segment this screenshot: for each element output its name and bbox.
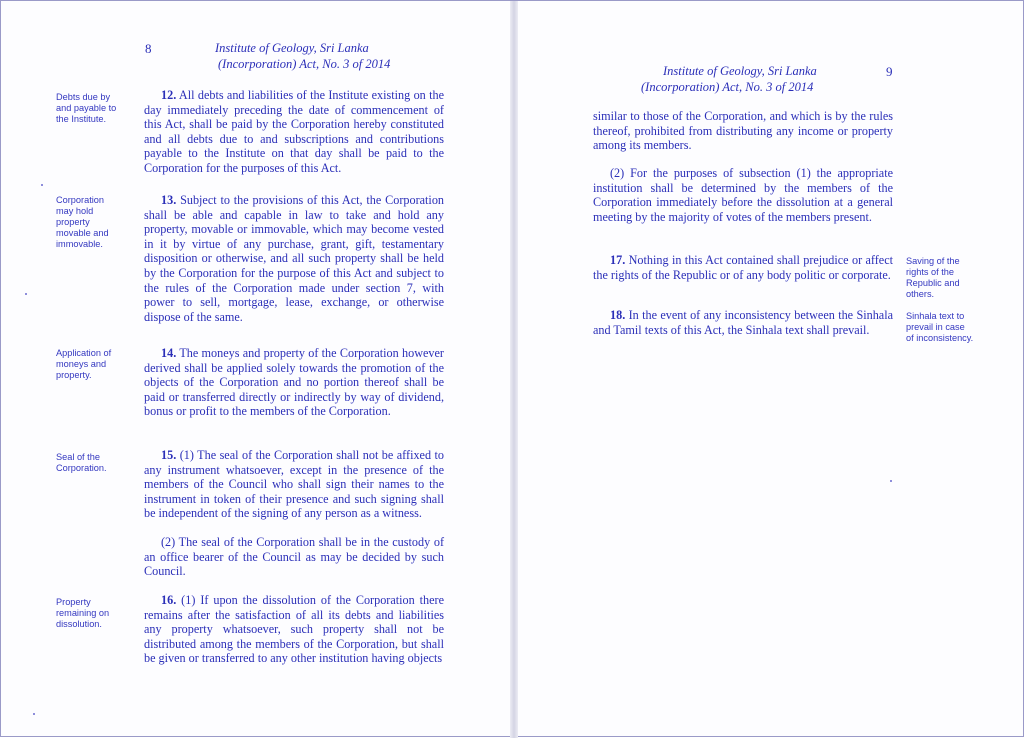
section-number: 17.: [610, 253, 626, 267]
scan-speck: [890, 480, 892, 482]
section-text: Nothing in this Act contained shall prejudice or affect the rights of the Republic or of any body politic or corporate.: [593, 253, 894, 282]
section-15-1: [144, 448, 444, 521]
left-header-line2: (Incorporation) Act, No. 3 of 2014: [218, 57, 391, 71]
left-header-line1: Institute of Geology, Sri Lanka: [215, 41, 369, 55]
margin-note-seal: Seal of the Corporation.: [56, 452, 107, 473]
right-header-line2: (Incorporation) Act, No. 3 of 2014: [641, 80, 814, 94]
margin-note-saving: Saving of the rights of the Republic and others.: [906, 256, 960, 299]
section-16-1-cont: [593, 109, 893, 153]
margin-note-property: Corporation may hold property movable and immovable.: [56, 195, 109, 249]
page-number-left: 8: [145, 41, 152, 56]
section-text: In the event of any inconsistency between the Sinhala and Tamil texts of this Act, the Sinhala text shall prevail.: [593, 308, 894, 337]
margin-note-application: Application of moneys and property.: [56, 348, 112, 380]
margin-note-sinhala: Sinhala text to prevail in case of inconsistency.: [906, 311, 974, 343]
section-13: [144, 193, 444, 324]
section-text: similar to those of the Corporation, and which is by the rules thereof, prohibited from distributing any income or property among its members.: [593, 109, 893, 153]
margin-note-debts: Debts due by and payable to the Institute.: [56, 92, 117, 124]
section-number: 16.: [161, 593, 177, 607]
page-number-right: 9: [886, 64, 893, 79]
section-text: (1) If upon the dissolution of the Corporation there remains after the satisfaction of all its debts and liabilities any property whatsoever, such property shall not be distributed among the members of the Corporation, but shall be given or transferred to any other institution having objects: [144, 593, 445, 666]
section-text: (2) The seal of the Corporation shall be in the custody of an office bearer of the Council as may be decided by such Council.: [144, 535, 444, 579]
scan-speck: [25, 293, 27, 295]
section-number: 15.: [161, 448, 177, 462]
section-number: 14.: [161, 346, 177, 360]
margin-note-dissolution: Property remaining on dissolution.: [56, 597, 110, 629]
right-header-line1: Institute of Geology, Sri Lanka: [663, 64, 817, 78]
section-text: (2) For the purposes of subsection (1) the appropriate institution shall be determined by the members of the Corporation immediately before the dissolution at a general meeting by the majority of votes of the members present.: [593, 166, 893, 224]
section-17: [593, 253, 893, 282]
left-page: [1, 1, 514, 738]
section-12: [144, 88, 444, 176]
section-text: (1) The seal of the Corporation shall not be affixed to any instrument whatsoever, except in the presence of the members of the Council who shall sign their names to the instrument in token of their presence and such signing shall be independent of the signing of any person as a witness.: [144, 448, 445, 521]
scan-speck: [33, 713, 35, 715]
section-number: 18.: [610, 308, 626, 322]
section-16-1: [144, 593, 444, 666]
section-18: [593, 308, 893, 337]
section-15-2: [144, 535, 444, 579]
section-text: The moneys and property of the Corporation however derived shall be applied solely towards the promotion of the objects of the Corporation and no portion thereof shall be paid or transferred directly or indirectly by way of dividend, bonus or profit to the members of the Corporation.: [144, 346, 444, 419]
section-text: All debts and liabilities of the Institute existing on the day immediately preceding the date of commencement of this Act, shall be paid by the Corporation hereby constituted and all debts due to and subscriptions and contributions payable to the Institute on that day shall be paid to the Corporation for the purposes of this Act.: [144, 88, 444, 175]
section-14: [144, 346, 444, 419]
section-16-2: [593, 166, 893, 224]
scan-speck: [41, 184, 43, 186]
right-page: [514, 1, 1024, 738]
section-number: 12.: [161, 88, 177, 102]
section-number: 13.: [161, 193, 177, 207]
section-text: Subject to the provisions of this Act, the Corporation shall be able and capable in law to take and hold any property, movable or immovable, which may become vested in it by virtue of any purchase, grant, gift, testamentary disposition or otherwise, and all such property shall be held by the Corporation for the purpose of this Act and subject to the rules of the Corporation made under section 7, with power to sell, mortgage, lease, exchange, or otherwise dispose of the same.: [144, 193, 445, 324]
